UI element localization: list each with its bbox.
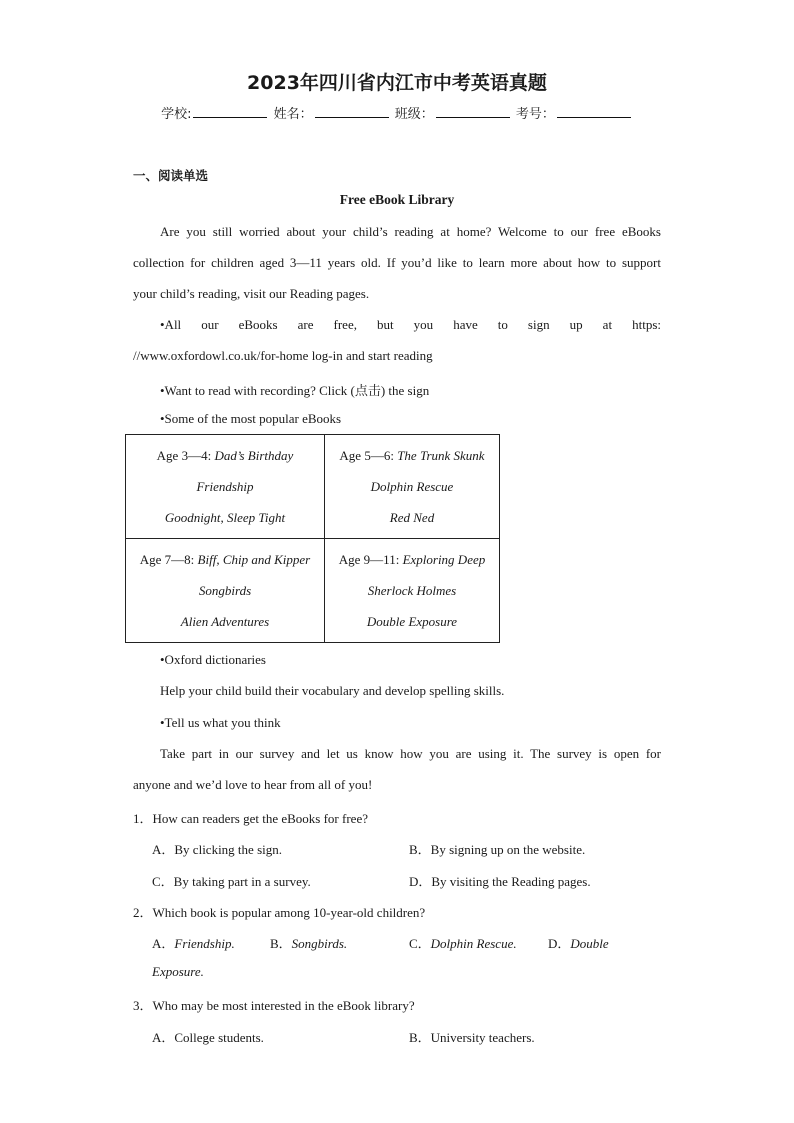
bullet-line: •Oxford dictionaries	[160, 652, 266, 667]
number-blank[interactable]	[557, 104, 631, 118]
question-stem: 1．How can readers get the eBooks for free?	[133, 811, 368, 826]
table-cell	[126, 435, 325, 539]
class-blank[interactable]	[436, 104, 510, 118]
paragraph-line: collection for children aged 3—11 years old. If you’d like to learn more about how to support	[133, 255, 661, 270]
paragraph-line: Help your child build their vocabulary and develop spelling skills.	[160, 683, 505, 698]
option-text: Double	[570, 936, 609, 951]
book-title: Goodnight, Sleep Tight	[164, 510, 286, 525]
bullet-line: •Want to read with recording? Click (点击) the sign	[160, 383, 430, 398]
section-heading: 一、阅读单选	[133, 168, 209, 183]
answer-option[interactable]: A．By clicking the sign.	[152, 842, 282, 857]
book-title: Red Ned	[389, 510, 435, 525]
answer-option[interactable]	[152, 933, 235, 952]
bullet-line: •Tell us what you think	[160, 715, 281, 730]
option-letter: B．	[270, 936, 292, 951]
book-title: Exploring Deep	[402, 552, 486, 567]
answer-option[interactable]	[270, 933, 347, 952]
book-title: Alien Adventures	[180, 614, 270, 629]
book-title: Dad’s Birthday	[214, 448, 294, 463]
paragraph-line: Are you still worried about your child’s reading at home? Welcome to our free eBooks	[160, 224, 661, 239]
school-label: 学校:	[161, 107, 192, 122]
answer-option-continued	[152, 964, 204, 980]
book-title: Dolphin Rescue	[370, 479, 454, 494]
option-letter: D．	[548, 936, 571, 951]
option-letter: C．	[409, 936, 431, 951]
book-title: Sherlock Holmes	[367, 583, 457, 598]
age-label: Age 5—6:	[339, 448, 398, 463]
bullet-line: //www.oxfordowl.co.uk/for-home log-in and start reading	[133, 348, 433, 363]
book-title: Double Exposure	[366, 614, 458, 629]
bullet-line: •All our eBooks are free, but you have to sign up at https:	[160, 317, 661, 332]
book-title: The Trunk Skunk	[397, 448, 485, 463]
paragraph-line: anyone and we’d love to hear from all of you!	[133, 777, 373, 792]
answer-option[interactable]	[548, 933, 609, 952]
book-title: Friendship	[196, 479, 254, 494]
number-label: 考号：	[515, 107, 555, 122]
option-text: Friendship.	[174, 936, 235, 951]
age-label: Age 3—4:	[156, 448, 215, 463]
option-text: Songbirds.	[291, 936, 348, 951]
book-title: Songbirds	[198, 583, 252, 598]
age-label: Age 9—11:	[338, 552, 403, 567]
paragraph-line: your child’s reading, visit our Reading pages.	[133, 286, 370, 301]
question-stem: 3．Who may be most interested in the eBook library?	[133, 998, 415, 1013]
answer-option[interactable]: B．University teachers.	[409, 1030, 535, 1045]
name-blank[interactable]	[315, 104, 389, 118]
passage-title: Free eBook Library	[339, 192, 455, 207]
answer-option[interactable]: C．By taking part in a survey.	[152, 874, 311, 889]
class-label: 班级：	[394, 107, 434, 122]
answer-option[interactable]: D．By visiting the Reading pages.	[409, 874, 591, 889]
bullet-line: •Some of the most popular eBooks	[160, 411, 342, 426]
option-text: Dolphin Rescue.	[430, 936, 517, 951]
table-cell	[325, 435, 500, 539]
option-text: Exposure.	[152, 964, 204, 979]
answer-option[interactable]	[409, 933, 517, 952]
student-info-line	[0, 103, 794, 122]
paragraph-line: Take part in our survey and let us know how you are using it. The survey is open for	[160, 746, 661, 761]
option-letter: A．	[152, 936, 175, 951]
table-cell	[126, 539, 325, 643]
document-title: 2023年四川省内江市中考英语真题	[247, 72, 547, 94]
answer-option[interactable]: A．College students.	[152, 1030, 264, 1045]
book-title: Biff, Chip and Kipper	[197, 552, 311, 567]
question-stem: 2．Which book is popular among 10-year-old children?	[133, 905, 426, 920]
popular-ebooks-table	[125, 434, 500, 643]
age-label: Age 7—8:	[139, 552, 198, 567]
name-label: 姓名：	[273, 107, 313, 122]
table-cell	[325, 539, 500, 643]
answer-option[interactable]: B．By signing up on the website.	[409, 842, 586, 857]
school-blank[interactable]	[193, 104, 267, 118]
